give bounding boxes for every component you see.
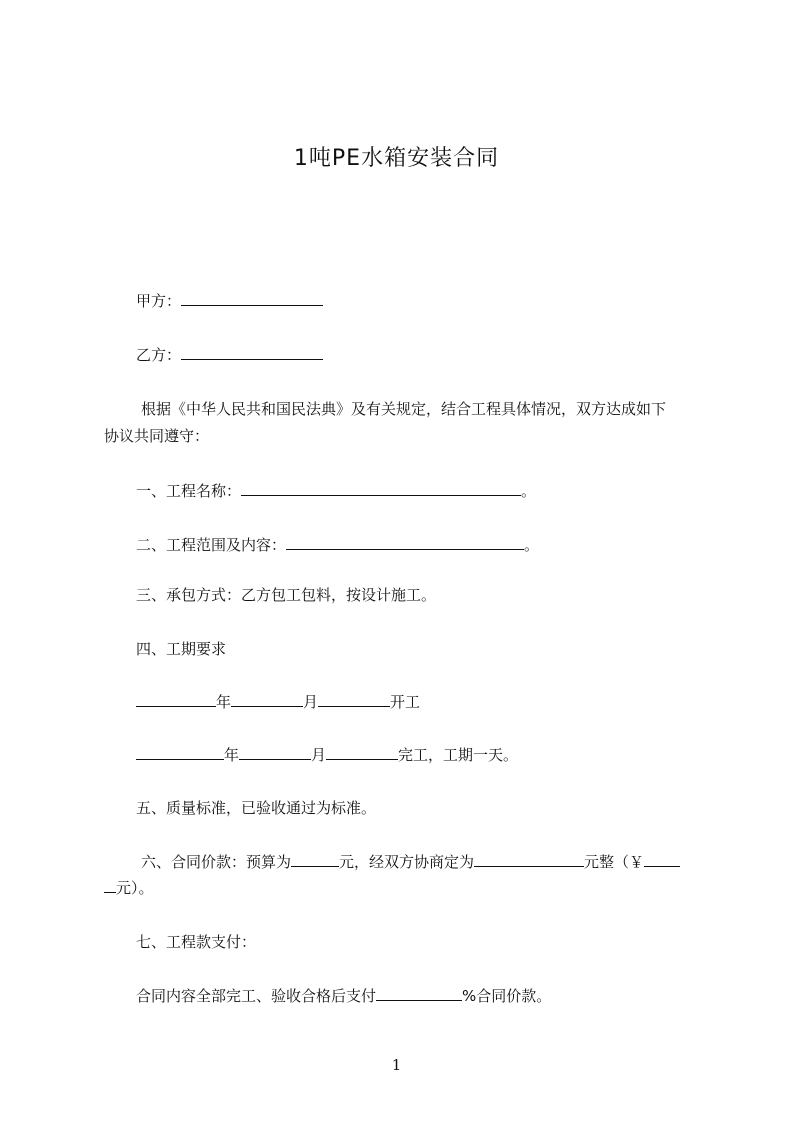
price-figure-blank-continued[interactable] [104,878,116,893]
party-a-line [136,291,323,311]
project-scope-blank[interactable] [286,535,524,550]
section-contract-mode: 三、承包方式：乙方包工包料，按设计施工。 [136,586,437,604]
start-year-blank[interactable] [136,692,216,707]
document-title: 1吨PE水箱安装合同 [293,146,500,171]
end-month-blank[interactable] [239,745,311,760]
end-year-blank[interactable] [136,745,224,760]
project-scope-end: 。 [524,536,540,554]
start-day-blank[interactable] [318,692,390,707]
page-number: 1 [391,1056,402,1074]
contract-price-continued [104,878,154,898]
budget-blank[interactable] [291,852,339,867]
price-label-c: 元整（￥ [584,853,645,871]
party-b-line [136,345,323,365]
section-project-scope [136,535,539,555]
section-quality-standard: 五、质量标准，已验收通过为标准。 [136,799,377,817]
end-word: 完工，工期一天。 [398,746,519,764]
start-month-blank[interactable] [231,692,303,707]
schedule-start-line [136,692,420,712]
project-name-label: 一、工程名称： [136,482,242,500]
end-year-label: 年 [224,746,240,764]
section-project-name [136,481,536,501]
price-label-b: 元，经双方协商定为 [339,853,475,871]
start-month-label: 月 [303,693,319,711]
section-contract-price [141,852,680,872]
party-b-blank[interactable] [181,345,323,360]
end-month-label: 月 [311,746,327,764]
price-figure-blank[interactable] [644,852,680,867]
project-name-end: 。 [521,482,537,500]
payment-terms-line [136,986,551,1006]
intro-paragraph-line-2: 协议共同遵守： [104,427,210,445]
payment-label-a: 合同内容全部完工、验收合格后支付 [136,987,377,1005]
start-word: 开工 [390,693,421,711]
agreed-price-blank[interactable] [474,852,584,867]
intro-paragraph-line-1: 根据《中华人民共和国民法典》及有关规定，结合工程具体情况，双方达成如下 [141,400,667,418]
project-scope-label: 二、工程范围及内容： [136,536,287,554]
section-payment-heading: 七、工程款支付： [136,933,257,951]
price-label-d: 元）。 [116,879,154,897]
section-schedule-heading: 四、工期要求 [136,640,227,658]
party-a-blank[interactable] [181,291,323,306]
party-b-label: 乙方： [136,346,182,364]
price-label-a: 六、合同价款：预算为 [141,853,292,871]
end-day-blank[interactable] [326,745,398,760]
payment-percent-blank[interactable] [376,986,462,1001]
party-a-label: 甲方： [136,292,182,310]
payment-label-b: %合同价款。 [462,987,552,1005]
project-name-blank[interactable] [241,481,521,496]
schedule-end-line [136,745,518,765]
start-year-label: 年 [216,693,232,711]
